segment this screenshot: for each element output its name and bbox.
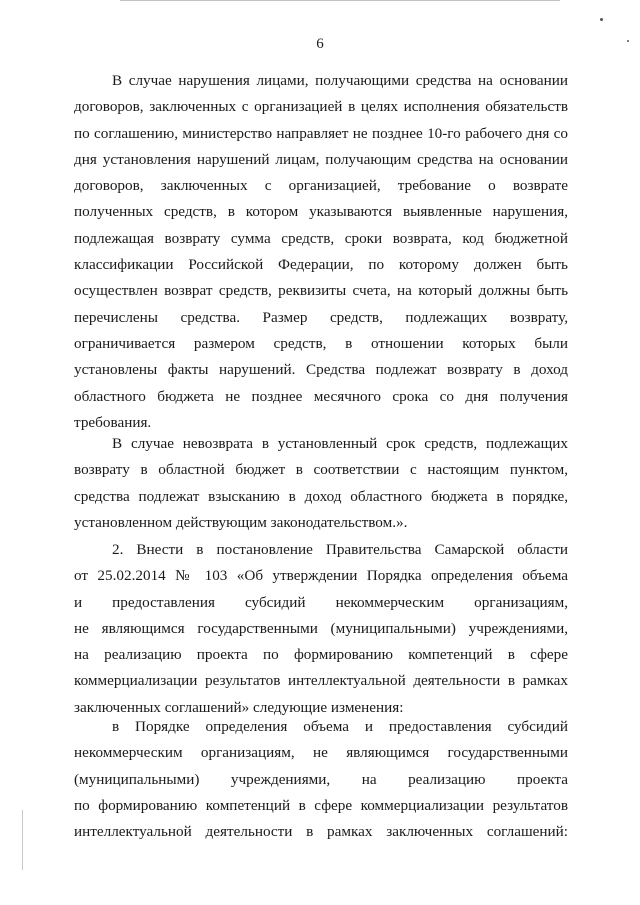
text-line: В случае невозврата в установленный срок средств, подлежащих bbox=[112, 435, 568, 452]
text-line: перечислены средства. Размер средств, подлежащих возврату, bbox=[74, 308, 568, 326]
text-line: от 25.02.2014 № 103 «Об утверждении Порядка определения объема bbox=[74, 567, 568, 585]
text-line: классификации Российской Федерации, по которому должен быть bbox=[74, 256, 568, 274]
paragraph-violation-return bbox=[74, 68, 568, 436]
text-line: полученных средств, в котором указываются выявленные нарушения, bbox=[74, 203, 568, 221]
text-line: возврату в областной бюджет в соответствии с настоящим пунктом, bbox=[74, 461, 568, 479]
page-number: 6 bbox=[316, 36, 324, 52]
text-line: договоров, заключенных с организацией, требование о возврате bbox=[74, 177, 568, 195]
text-line: договоров, заключенных с организацией в целях исполнения обязательств bbox=[74, 98, 568, 116]
text-line: в Порядке определения объема и предоставления субсидий bbox=[112, 718, 568, 735]
paragraph-non-return bbox=[74, 431, 568, 536]
text-line: по формированию компетенций в сфере коммерциализации результатов bbox=[74, 796, 568, 814]
text-line: установленном действующим законодательством.». bbox=[74, 513, 408, 531]
text-line: не являющимся государственными (муниципальными) учреждениями, bbox=[74, 619, 568, 637]
text-line: средства подлежат взысканию в доход областного бюджета в порядке, bbox=[74, 487, 568, 505]
scan-edge-line bbox=[120, 0, 560, 1]
text-line: ограничивается размером средств, в отношении которых были bbox=[74, 334, 568, 352]
paragraph-procedure-changes bbox=[74, 714, 568, 845]
text-line: (муниципальными) учреждениями, на реализацию проекта bbox=[74, 770, 568, 788]
text-line: некоммерческим организациям, не являющимся государственными bbox=[74, 744, 568, 762]
paragraph-amendment-item-2 bbox=[74, 537, 568, 721]
text-line: заключенных соглашений» следующие изменения: bbox=[74, 698, 404, 716]
text-line: установлены факты нарушений. Средства подлежат возврату в доход bbox=[74, 361, 568, 379]
text-line: и предоставления субсидий некоммерческим организациям, bbox=[74, 593, 568, 611]
text-line: дня установления нарушений лицам, получающим средства на основании bbox=[74, 150, 568, 168]
text-line: осуществлен возврат средств, реквизиты счета, на который должны быть bbox=[74, 282, 568, 300]
text-line: требования. bbox=[74, 413, 152, 431]
text-line: 2. Внести в постановление Правительства Самарской области bbox=[112, 541, 568, 558]
text-line: В случае нарушения лицами, получающими средства на основании bbox=[112, 72, 568, 89]
text-line: областного бюджета не позднее месячного срока со дня получения bbox=[74, 387, 568, 405]
scan-speck bbox=[600, 18, 603, 21]
text-line: подлежащая возврату сумма средств, сроки возврата, код бюджетной bbox=[74, 229, 568, 247]
scan-margin-mark bbox=[22, 810, 23, 870]
text-line: на реализацию проекта по формированию компетенций в сфере bbox=[74, 646, 568, 664]
text-line: по соглашению, министерство направляет не позднее 10-го рабочего дня со bbox=[74, 124, 568, 142]
text-line: интеллектуальной деятельности в рамках заключенных соглашений: bbox=[74, 823, 568, 841]
text-line: коммерциализации результатов интеллектуальной деятельности в рамках bbox=[74, 672, 568, 690]
